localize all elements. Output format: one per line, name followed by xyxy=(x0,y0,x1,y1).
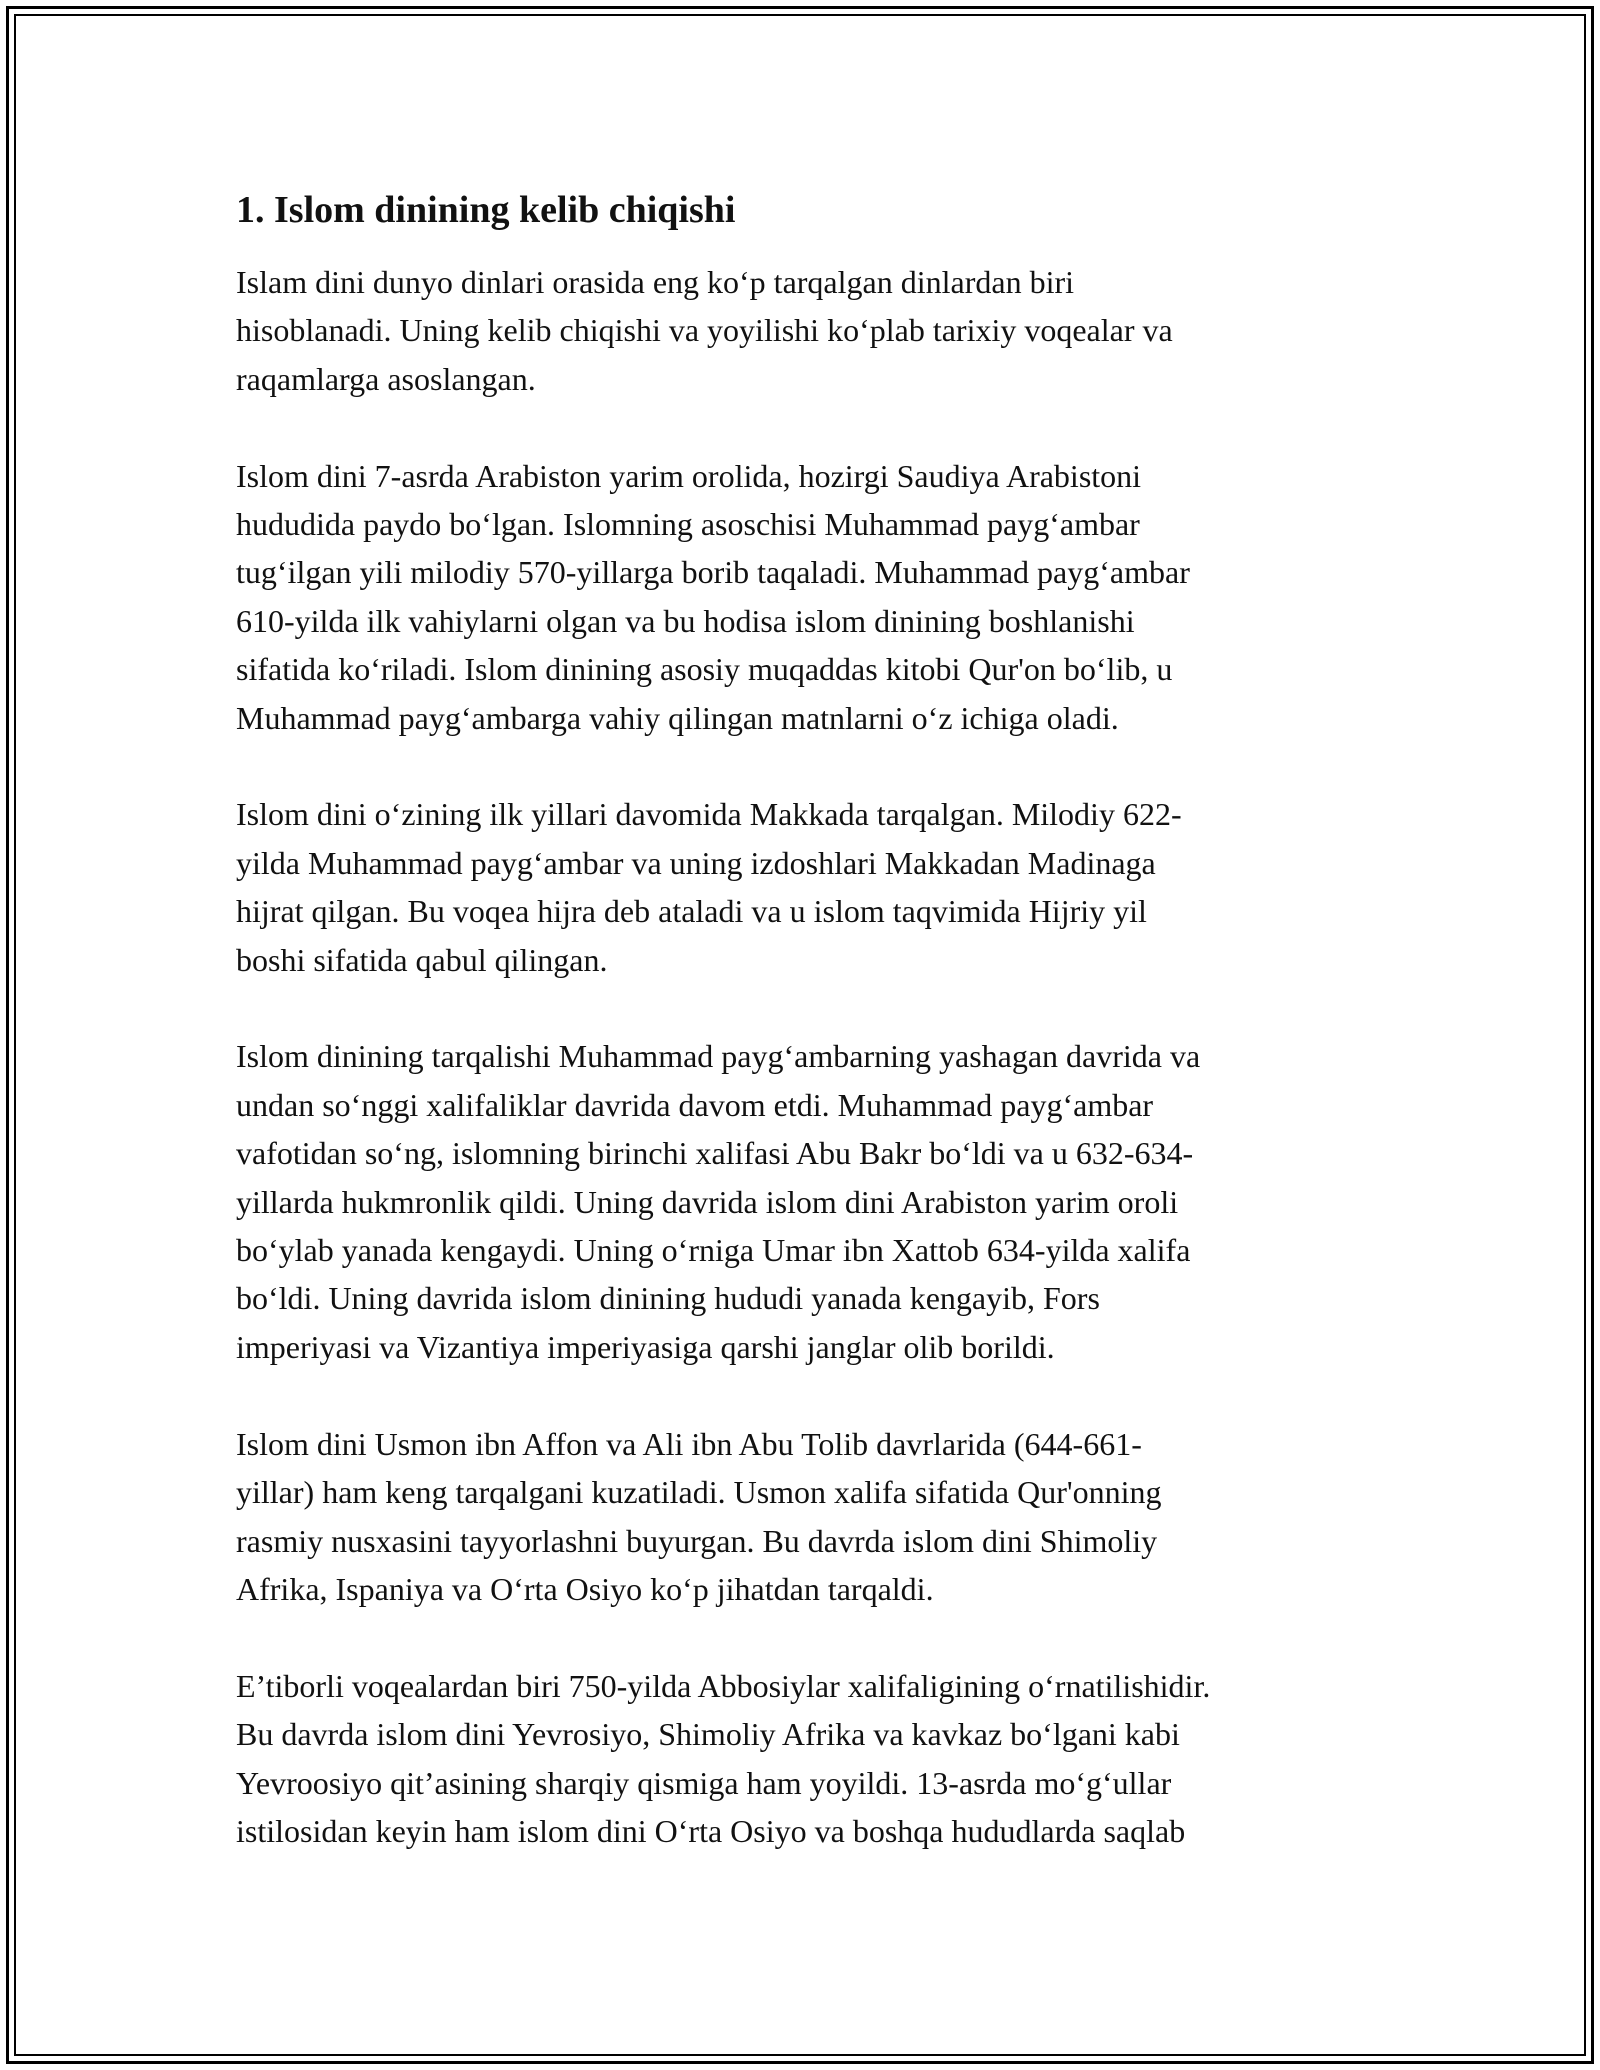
text-line: vafotidan so‘ng, islomning birinchi xalifasi Abu Bakr bo‘ldi va u 632-634- xyxy=(236,1135,1194,1172)
text-line: bo‘ylab yanada kengaydi. Uning o‘rniga Umar ibn Xattob 634-yilda xalifa xyxy=(236,1232,1191,1269)
text-line: undan so‘nggi xalifaliklar davrida davom etdi. Muhammad payg‘ambar xyxy=(236,1086,1154,1123)
text-line: Islom dini o‘zining ilk yillari davomida Makkada tarqalgan. Milodiy 622- xyxy=(236,796,1182,833)
text-line: Islom dini Usmon ibn Affon va Ali ibn Abu Tolib davrlarida (644-661- xyxy=(236,1425,1142,1462)
text-line: hisoblanadi. Uning kelib chiqishi va yoyilishi ko‘plab tarixiy voqealar va xyxy=(236,312,1173,349)
text-line: yilda Muhammad payg‘ambar va uning izdoshlari Makkadan Madinaga xyxy=(236,844,1156,881)
paragraph-2 xyxy=(236,452,1366,742)
text-line: boshi sifatida qabul qilingan. xyxy=(236,941,608,978)
text-line: raqamlarga asoslangan. xyxy=(236,360,536,397)
text-line: yillar) ham keng tarqalgani kuzatiladi. Usmon xalifa sifatida Qur'onning xyxy=(236,1474,1162,1511)
text-line: bo‘ldi. Uning davrida islom dinining hududi yanada kengayib, Fors xyxy=(236,1280,1100,1317)
text-line: hijrat qilgan. Bu voqea hijra deb ataladi va u islom taqvimida Hijriy yil xyxy=(236,893,1147,930)
text-line: Yevroosiyo qit’asining sharqiy qismiga ham yoyildi. 13-asrda mo‘g‘ullar xyxy=(236,1764,1172,1801)
document-body xyxy=(236,186,1366,1904)
section-heading: 1. Islom dinining kelib chiqishi xyxy=(236,189,736,231)
text-line: yillarda hukmronlik qildi. Uning davrida islom dini Arabiston yarim oroli xyxy=(236,1183,1179,1220)
text-line: Islom dini 7-asrda Arabiston yarim orolida, hozirgi Saudiya Arabistoni xyxy=(236,457,1142,494)
text-line: tug‘ilgan yili milodiy 570-yillarga borib taqaladi. Muhammad payg‘ambar xyxy=(236,554,1190,591)
text-line: Islam dini dunyo dinlari orasida eng ko‘p tarqalgan dinlardan biri xyxy=(236,264,1074,300)
text-line: rasmiy nusxasini tayyorlashni buyurgan. Bu davrda islom dini Shimoliy xyxy=(236,1522,1158,1559)
text-line: Islom dinining tarqalishi Muhammad payg‘ambarning yashagan davrida va xyxy=(236,1038,1201,1075)
paragraph-5 xyxy=(236,1420,1366,1614)
text-line: E’tiborli voqealardan biri 750-yilda Abbosiylar xalifaligining o‘rnatilishidir. xyxy=(236,1667,1211,1704)
text-line: imperiyasi va Vizantiya imperiyasiga qarshi janglar olib borildi. xyxy=(236,1328,1055,1365)
text-line: sifatida ko‘riladi. Islom dinining asosiy muqaddas kitobi Qur'on bo‘lib, u xyxy=(236,651,1173,688)
text-line: hududida paydo bo‘lgan. Islomning asoschisi Muhammad payg‘ambar xyxy=(236,506,1140,543)
paragraph-6 xyxy=(236,1662,1366,1856)
paragraph-1 xyxy=(236,258,1366,403)
paragraph-3 xyxy=(236,790,1366,984)
text-line: Muhammad payg‘ambarga vahiy qilingan matnlarni o‘z ichiga oladi. xyxy=(236,699,1119,736)
text-line: istilosidan keyin ham islom dini O‘rta Osiyo va boshqa hududlarda saqlab xyxy=(236,1812,1186,1849)
text-line: Bu davrda islom dini Yevrosiyo, Shimoliy Afrika va kavkaz bo‘lgani kabi xyxy=(236,1716,1180,1753)
text-line: Afrika, Ispaniya va O‘rta Osiyo ko‘p jihatdan tarqaldi. xyxy=(236,1570,934,1607)
paragraph-4 xyxy=(236,1032,1366,1371)
text-line: 610-yilda ilk vahiylarni olgan va bu hodisa islom dinining boshlanishi xyxy=(236,602,1135,639)
